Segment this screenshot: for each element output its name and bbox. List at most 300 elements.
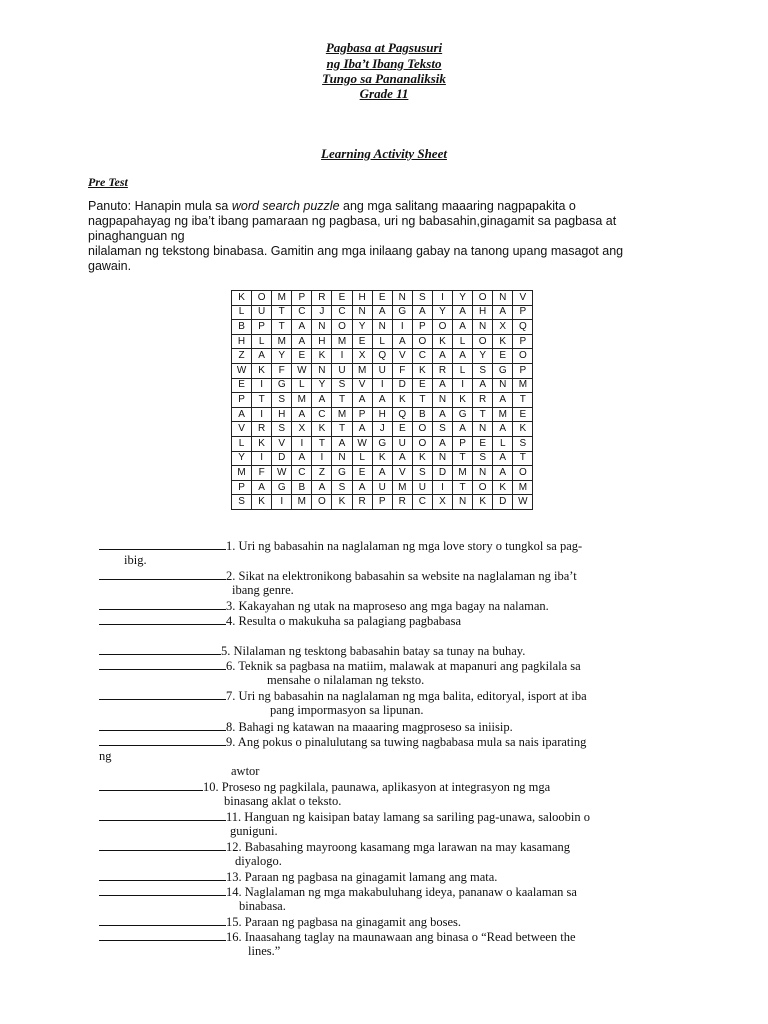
grid-cell: A xyxy=(453,422,473,437)
grid-cell: D xyxy=(493,495,513,510)
grid-cell: A xyxy=(292,334,312,349)
grid-cell: P xyxy=(352,407,372,422)
grid-cell: K xyxy=(252,436,272,451)
grid-cell: A xyxy=(232,407,252,422)
grid-cell: U xyxy=(332,363,352,378)
grid-cell: D xyxy=(272,451,292,466)
grid-cell: K xyxy=(453,393,473,408)
grid-cell: L xyxy=(232,305,252,320)
grid-cell: E xyxy=(332,291,352,306)
grid-row xyxy=(232,320,533,335)
grid-row xyxy=(232,363,533,378)
grid-cell: K xyxy=(332,495,352,510)
question-continuation: ibig. xyxy=(124,553,147,567)
grid-cell: K xyxy=(432,334,452,349)
grid-cell: E xyxy=(392,422,412,437)
answer-blank[interactable] xyxy=(99,688,226,700)
grid-cell: C xyxy=(412,495,432,510)
grid-cell: S xyxy=(513,436,533,451)
question-continuation: ibang genre. xyxy=(232,583,294,597)
grid-cell: J xyxy=(372,422,392,437)
grid-cell: M xyxy=(513,480,533,495)
grid-cell: P xyxy=(453,436,473,451)
grid-cell: I xyxy=(272,495,292,510)
grid-cell: P xyxy=(412,320,432,335)
grid-cell: S xyxy=(232,495,252,510)
grid-cell: F xyxy=(252,466,272,481)
question-item xyxy=(99,929,679,958)
grid-cell: X xyxy=(292,422,312,437)
grid-row xyxy=(232,349,533,364)
grid-row xyxy=(232,422,533,437)
question-continuation: awtor xyxy=(231,764,260,778)
instructions-line5: gawain. xyxy=(88,259,132,273)
grid-cell: H xyxy=(372,407,392,422)
answer-blank[interactable] xyxy=(99,839,226,851)
question-item xyxy=(99,839,679,868)
grid-cell: Y xyxy=(232,451,252,466)
question-item xyxy=(99,884,679,913)
sheet-title: Learning Activity Sheet xyxy=(321,146,447,161)
question-item xyxy=(99,568,679,597)
grid-cell: U xyxy=(372,363,392,378)
question-item xyxy=(99,598,679,614)
grid-cell: N xyxy=(312,320,332,335)
grid-cell: O xyxy=(252,291,272,306)
grid-cell: R xyxy=(473,393,493,408)
grid-cell: W xyxy=(272,466,292,481)
grid-cell: T xyxy=(453,480,473,495)
grid-cell: E xyxy=(372,291,392,306)
grid-cell: O xyxy=(473,480,493,495)
grid-cell: P xyxy=(232,480,252,495)
grid-cell: K xyxy=(513,422,533,437)
grid-cell: J xyxy=(312,305,332,320)
question-item xyxy=(99,809,679,838)
grid-cell: K xyxy=(312,349,332,364)
grid-cell: I xyxy=(252,407,272,422)
grid-cell: H xyxy=(352,291,372,306)
grid-cell: I xyxy=(252,378,272,393)
answer-blank[interactable] xyxy=(99,929,226,941)
answer-blank[interactable] xyxy=(99,643,221,655)
grid-cell: V xyxy=(352,378,372,393)
grid-cell: B xyxy=(232,320,252,335)
question-continuation: mensahe o nilalaman ng teksto. xyxy=(267,673,425,687)
grid-cell: O xyxy=(432,320,452,335)
grid-cell: Y xyxy=(432,305,452,320)
grid-cell: Y xyxy=(272,349,292,364)
grid-cell: H xyxy=(272,407,292,422)
grid-cell: P xyxy=(372,495,392,510)
grid-cell: Y xyxy=(453,291,473,306)
grid-cell: T xyxy=(252,393,272,408)
grid-cell: K xyxy=(312,422,332,437)
grid-cell: A xyxy=(352,393,372,408)
grid-cell: V xyxy=(392,349,412,364)
grid-cell: N xyxy=(432,393,452,408)
grid-cell: A xyxy=(432,378,452,393)
word-search-grid xyxy=(231,290,533,510)
grid-cell: O xyxy=(412,334,432,349)
grid-cell: A xyxy=(292,451,312,466)
grid-cell: I xyxy=(312,451,332,466)
grid-cell: M xyxy=(493,407,513,422)
grid-cell: Y xyxy=(312,378,332,393)
grid-cell: U xyxy=(372,480,392,495)
answer-blank[interactable] xyxy=(99,598,226,610)
grid-cell: M xyxy=(352,363,372,378)
grid-cell: P xyxy=(292,291,312,306)
grid-cell: S xyxy=(473,451,493,466)
grid-cell: T xyxy=(272,305,292,320)
grid-cell: X xyxy=(432,495,452,510)
answer-blank[interactable] xyxy=(99,568,226,580)
grid-cell: B xyxy=(292,480,312,495)
question-item xyxy=(99,779,679,808)
answer-blank[interactable] xyxy=(99,779,203,791)
grid-cell: O xyxy=(513,466,533,481)
grid-cell: S xyxy=(432,422,452,437)
subject-title-line-2: ng Iba’t Ibang Teksto xyxy=(326,56,442,71)
grid-cell: R xyxy=(312,291,332,306)
grid-row xyxy=(232,480,533,495)
grid-cell: L xyxy=(493,436,513,451)
grid-cell: A xyxy=(493,466,513,481)
question-item xyxy=(99,914,679,930)
grid-cell: A xyxy=(392,451,412,466)
grid-cell: M xyxy=(232,466,252,481)
grid-cell: S xyxy=(332,378,352,393)
grid-cell: A xyxy=(493,422,513,437)
grid-cell: S xyxy=(412,466,432,481)
question-text: 1. Uri ng babasahin na naglalaman ng mga love story o tungkol sa pag- xyxy=(226,539,583,553)
grid-cell: K xyxy=(252,363,272,378)
grid-cell: M xyxy=(272,334,292,349)
question-continuation: lines.” xyxy=(248,944,281,958)
grid-cell: V xyxy=(513,291,533,306)
grid-cell: A xyxy=(312,393,332,408)
grid-cell: O xyxy=(412,436,432,451)
grid-cell: R xyxy=(352,495,372,510)
answer-blank[interactable] xyxy=(99,734,226,746)
grid-cell: T xyxy=(332,393,352,408)
grid-cell: I xyxy=(432,291,452,306)
grid-cell: A xyxy=(332,436,352,451)
grid-cell: E xyxy=(292,349,312,364)
instructions-prefix: Panuto: Hanapin mula sa xyxy=(88,199,232,213)
question-text: 3. Kakayahan ng utak na maproseso ang mga bagay na nalaman. xyxy=(226,599,549,613)
grid-cell: G xyxy=(453,407,473,422)
grid-row xyxy=(232,334,533,349)
grid-cell: T xyxy=(272,320,292,335)
question-text: 12. Babasahing mayroong kasamang mga larawan na may kasamang xyxy=(226,840,570,854)
grid-cell: I xyxy=(332,349,352,364)
question-continuation: diyalogo. xyxy=(235,854,282,868)
grid-row xyxy=(232,466,533,481)
grid-cell: A xyxy=(252,480,272,495)
instructions-line2: nagpapahayag ng iba’t ibang pamaraan ng pagbasa, uri ng babasahin,ginagamit sa pagbasa at xyxy=(88,214,617,228)
grid-cell: V xyxy=(392,466,412,481)
grid-cell: Y xyxy=(352,320,372,335)
grid-cell: A xyxy=(453,349,473,364)
grid-cell: T xyxy=(513,393,533,408)
grid-cell: I xyxy=(453,378,473,393)
grid-cell: F xyxy=(392,363,412,378)
grid-cell: P xyxy=(252,320,272,335)
grid-cell: N xyxy=(453,495,473,510)
grid-cell: I xyxy=(432,480,452,495)
grid-cell: M xyxy=(272,291,292,306)
grid-cell: P xyxy=(513,363,533,378)
grid-cell: N xyxy=(473,320,493,335)
grid-cell: G xyxy=(372,436,392,451)
grid-cell: G xyxy=(272,480,292,495)
subject-title-line-3: Tungo sa Pananaliksik xyxy=(322,71,446,86)
grid-row xyxy=(232,451,533,466)
grid-cell: N xyxy=(493,291,513,306)
grid-cell: M xyxy=(392,480,412,495)
grid-cell: U xyxy=(412,480,432,495)
question-text: 9. Ang pokus o pinalulutang sa tuwing nagbabasa mula sa nais iparating xyxy=(226,735,587,749)
question-continuation: binasang aklat o teksto. xyxy=(224,794,342,808)
grid-row xyxy=(232,407,533,422)
question-item xyxy=(99,613,679,629)
answer-blank[interactable] xyxy=(99,809,226,821)
grid-cell: N xyxy=(473,422,493,437)
grid-cell: K xyxy=(473,495,493,510)
answer-blank[interactable] xyxy=(99,538,226,550)
grid-cell: A xyxy=(372,305,392,320)
grid-cell: G xyxy=(272,378,292,393)
grid-cell: T xyxy=(332,422,352,437)
instructions xyxy=(88,199,678,274)
grid-cell: K xyxy=(372,451,392,466)
grid-row xyxy=(232,393,533,408)
grid-cell: V xyxy=(272,436,292,451)
grid-cell: N xyxy=(432,451,452,466)
question-item xyxy=(99,658,679,687)
grid-cell: A xyxy=(432,436,452,451)
grid-cell: N xyxy=(332,451,352,466)
question-text: 6. Teknik sa pagbasa na matiim, malawak at mapanuri ang pagkilala sa xyxy=(226,659,581,673)
grid-cell: E xyxy=(412,378,432,393)
grid-cell: P xyxy=(513,305,533,320)
answer-blank[interactable] xyxy=(99,914,226,926)
grid-cell: Q xyxy=(392,407,412,422)
grid-cell: A xyxy=(493,393,513,408)
grid-cell: A xyxy=(372,466,392,481)
grid-cell: A xyxy=(352,480,372,495)
instructions-italic: word search puzzle xyxy=(231,199,340,213)
grid-cell: M xyxy=(292,393,312,408)
grid-cell: X xyxy=(352,349,372,364)
grid-row xyxy=(232,378,533,393)
question-item xyxy=(99,734,679,778)
question-item xyxy=(99,538,679,567)
grid-cell: N xyxy=(473,466,493,481)
grid-cell: V xyxy=(232,422,252,437)
grid-cell: M xyxy=(292,495,312,510)
grid-cell: N xyxy=(352,305,372,320)
grid-cell: O xyxy=(513,349,533,364)
grid-cell: E xyxy=(232,378,252,393)
grid-cell: N xyxy=(372,320,392,335)
grid-row xyxy=(232,291,533,306)
grade-level: Grade 11 xyxy=(359,86,409,101)
grid-cell: H xyxy=(232,334,252,349)
grid-cell: P xyxy=(232,393,252,408)
grid-cell: C xyxy=(292,466,312,481)
grid-cell: A xyxy=(432,407,452,422)
grid-cell: O xyxy=(473,334,493,349)
grid-cell: D xyxy=(432,466,452,481)
grid-cell: I xyxy=(372,378,392,393)
question-text: 11. Hanguan ng kaisipan batay lamang sa sariling pag-unawa, saloobin o xyxy=(226,810,591,824)
question-item xyxy=(99,719,679,735)
grid-cell: C xyxy=(412,349,432,364)
answer-blank[interactable] xyxy=(99,869,226,881)
question-text: 15. Paraan ng pagbasa na ginagamit ang boses. xyxy=(226,915,462,929)
grid-cell: A xyxy=(412,305,432,320)
grid-cell: O xyxy=(332,320,352,335)
grid-cell: I xyxy=(252,451,272,466)
grid-cell: K xyxy=(412,363,432,378)
instructions-line3: pinaghanguan ng xyxy=(88,229,185,243)
grid-cell: K xyxy=(493,334,513,349)
grid-cell: L xyxy=(372,334,392,349)
question-item xyxy=(99,688,679,717)
instructions-line1-rest: ang mga salitang maaaring nagpapakita o xyxy=(339,199,576,213)
question-text: 5. Nilalaman ng tesktong babasahin batay sa tunay na buhay. xyxy=(221,644,526,658)
grid-cell: U xyxy=(392,436,412,451)
grid-cell: C xyxy=(332,305,352,320)
grid-cell: M xyxy=(332,334,352,349)
question-text: 10. Proseso ng pagkilala, paunawa, aplikasyon at integrasyon ng mga xyxy=(203,780,551,794)
question-text: 8. Bahagi ng katawan na maaaring magproseso sa iniisip. xyxy=(226,720,513,734)
grid-cell: P xyxy=(513,334,533,349)
question-continuation: pang impormasyon sa lipunan. xyxy=(270,703,424,717)
grid-cell: A xyxy=(453,305,473,320)
grid-cell: O xyxy=(312,495,332,510)
grid-cell: R xyxy=(252,422,272,437)
grid-cell: U xyxy=(252,305,272,320)
question-continuation: guniguni. xyxy=(230,824,278,838)
question-text: 4. Resulta o makukuha sa palagiang pagbabasa xyxy=(226,614,461,628)
grid-cell: T xyxy=(513,451,533,466)
grid-cell: A xyxy=(493,305,513,320)
subject-title-line-1: Pagbasa at Pagsusuri xyxy=(325,40,443,55)
grid-cell: C xyxy=(292,305,312,320)
grid-cell: G xyxy=(493,363,513,378)
question-item xyxy=(99,643,679,659)
grid-cell: A xyxy=(292,407,312,422)
question-text: 7. Uri ng babasahin na naglalaman ng mga balita, editoryal, isport at iba xyxy=(226,689,587,703)
grid-cell: X xyxy=(493,320,513,335)
grid-cell: L xyxy=(232,436,252,451)
grid-cell: W xyxy=(352,436,372,451)
grid-cell: R xyxy=(432,363,452,378)
grid-cell: I xyxy=(392,320,412,335)
grid-cell: L xyxy=(252,334,272,349)
grid-cell: E xyxy=(352,466,372,481)
grid-row xyxy=(232,436,533,451)
grid-cell: C xyxy=(312,407,332,422)
grid-cell: K xyxy=(232,291,252,306)
grid-cell: A xyxy=(432,349,452,364)
grid-cell: A xyxy=(473,378,493,393)
question-text: 14. Naglalaman ng mga makabuluhang ideya, pananaw o kaalaman sa xyxy=(226,885,577,899)
grid-cell: S xyxy=(272,422,292,437)
grid-cell: S xyxy=(332,480,352,495)
grid-cell: O xyxy=(473,291,493,306)
section-label: Pre Test xyxy=(88,175,128,189)
grid-cell: K xyxy=(493,480,513,495)
grid-row xyxy=(232,305,533,320)
grid-cell: Q xyxy=(513,320,533,335)
question-continuation: ng xyxy=(99,749,112,763)
grid-cell: K xyxy=(392,393,412,408)
grid-cell: W xyxy=(292,363,312,378)
instructions-line4: nilalaman ng tekstong binabasa. Gamitin ang mga inilaang gabay na tanong upang masagot ang xyxy=(88,244,624,258)
grid-cell: G xyxy=(332,466,352,481)
answer-blank[interactable] xyxy=(99,884,226,896)
answer-blank[interactable] xyxy=(99,613,226,625)
grid-cell: M xyxy=(453,466,473,481)
answer-blank[interactable] xyxy=(99,658,226,670)
grid-cell: K xyxy=(252,495,272,510)
grid-cell: I xyxy=(292,436,312,451)
answer-blank[interactable] xyxy=(99,719,226,731)
grid-cell: A xyxy=(372,393,392,408)
grid-cell: L xyxy=(453,334,473,349)
grid-cell: T xyxy=(473,407,493,422)
question-text: 2. Sikat na elektronikong babasahin sa website na naglalaman ng iba’t xyxy=(226,569,577,583)
grid-cell: Q xyxy=(372,349,392,364)
grid-cell: A xyxy=(352,422,372,437)
question-text: 16. Inaasahang taglay na maunawaan ang binasa o “Read between the xyxy=(226,930,576,944)
grid-cell: S xyxy=(473,363,493,378)
grid-cell: E xyxy=(513,407,533,422)
grid-cell: T xyxy=(312,436,332,451)
grid-cell: W xyxy=(232,363,252,378)
grid-cell: A xyxy=(312,480,332,495)
grid-cell: O xyxy=(412,422,432,437)
grid-cell: A xyxy=(292,320,312,335)
grid-cell: M xyxy=(332,407,352,422)
grid-cell: A xyxy=(493,451,513,466)
question-text: 13. Paraan ng pagbasa na ginagamit lamang ang mata. xyxy=(226,870,498,884)
grid-cell: L xyxy=(453,363,473,378)
grid-cell: A xyxy=(252,349,272,364)
grid-cell: H xyxy=(312,334,332,349)
grid-cell: N xyxy=(312,363,332,378)
grid-cell: Z xyxy=(232,349,252,364)
grid-cell: E xyxy=(352,334,372,349)
grid-cell: T xyxy=(412,393,432,408)
grid-cell: A xyxy=(392,334,412,349)
grid-row xyxy=(232,495,533,510)
grid-cell: S xyxy=(412,291,432,306)
grid-cell: N xyxy=(392,291,412,306)
grid-cell: H xyxy=(473,305,493,320)
grid-cell: K xyxy=(412,451,432,466)
grid-cell: M xyxy=(513,378,533,393)
grid-cell: E xyxy=(493,349,513,364)
grid-cell: Z xyxy=(312,466,332,481)
grid-cell: G xyxy=(392,305,412,320)
question-continuation: binabasa. xyxy=(239,899,286,913)
